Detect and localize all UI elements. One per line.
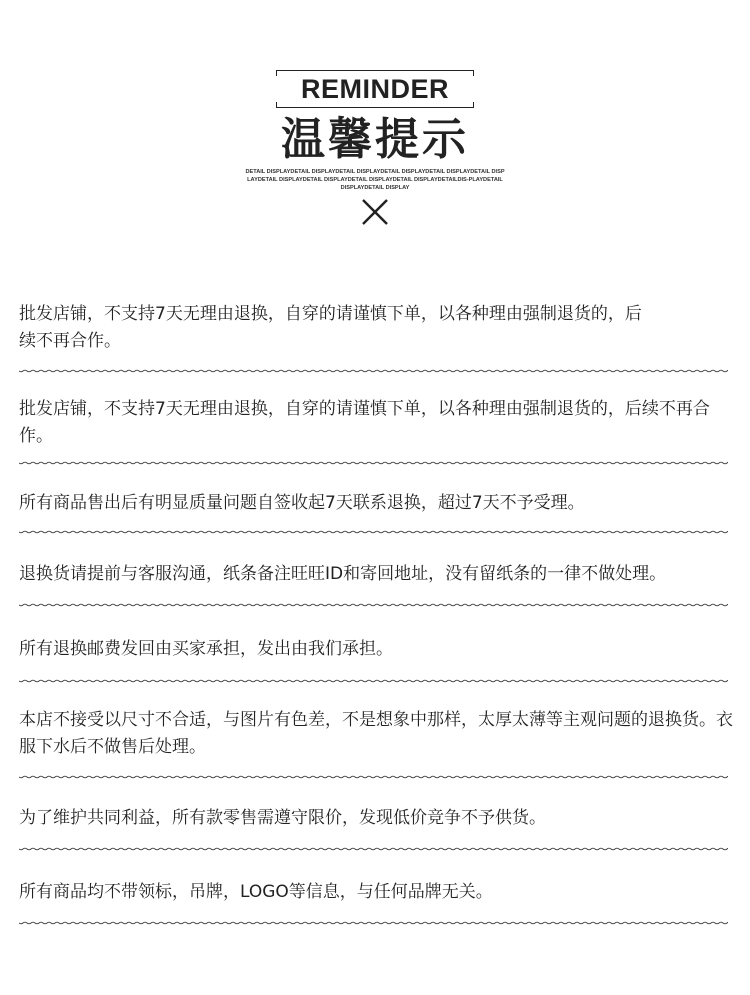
wavy-divider [19,679,728,683]
wavy-divider [19,530,728,534]
notice-item-6: 本店不接受以尺寸不合适，与图片有色差，不是想象中那样，太厚太薄等主观问题的退换货。衣服下水后不做售后处理。 [19,710,733,757]
notice-item-2: 批发店铺，不支持7天无理由退换，自穿的请谨慎下单，以各种理由强制退货的，后续不再合作。 [19,399,710,446]
notice-item-7: 为了维护共同利益，所有款零售需遵守限价，发现低价竞争不予供货。 [19,808,546,828]
notice-item-5: 所有退换邮费发回由买家承担，发出由我们承担。 [19,639,393,659]
wavy-divider [19,461,728,465]
wavy-divider [19,775,728,779]
wavy-divider [19,369,728,373]
notice-item-1: 批发店铺，不支持7天无理由退换，自穿的请谨慎下单，以各种理由强制退货的，后续不再合作。 [19,304,642,351]
wavy-divider [19,921,728,925]
notice-item-8: 所有商品均不带领标，吊牌，LOGO等信息，与任何品牌无关。 [19,882,493,902]
reminder-badge [276,70,474,108]
close-icon [361,198,389,226]
detail-display-text: DETAIL DISPLAYDETAIL DISPLAYDETAIL DISPLAYDETAIL DISPLAYDETAIL DISPLAYDETAIL DISPLAYDETAIL DISPLAYDETAIL DISPLAYDETAIL DISPLAYDETAIL DISPLAYDETAILDIS-PLAYDETAIL DISPLAYDETAIL DISPLAY [245,169,505,191]
reminder-header [0,0,750,240]
reminder-label: REMINDER [300,74,449,104]
notice-item-3: 所有商品售出后有明显质量问题自签收起7天联系退换，超过7天不予受理。 [19,493,585,513]
wavy-divider [19,847,728,851]
notice-item-4: 退换货请提前与客服沟通，纸条备注旺旺ID和寄回地址，没有留纸条的一律不做处理。 [19,564,667,584]
wavy-divider [19,603,728,607]
page-title: 温馨提示 [281,114,469,165]
